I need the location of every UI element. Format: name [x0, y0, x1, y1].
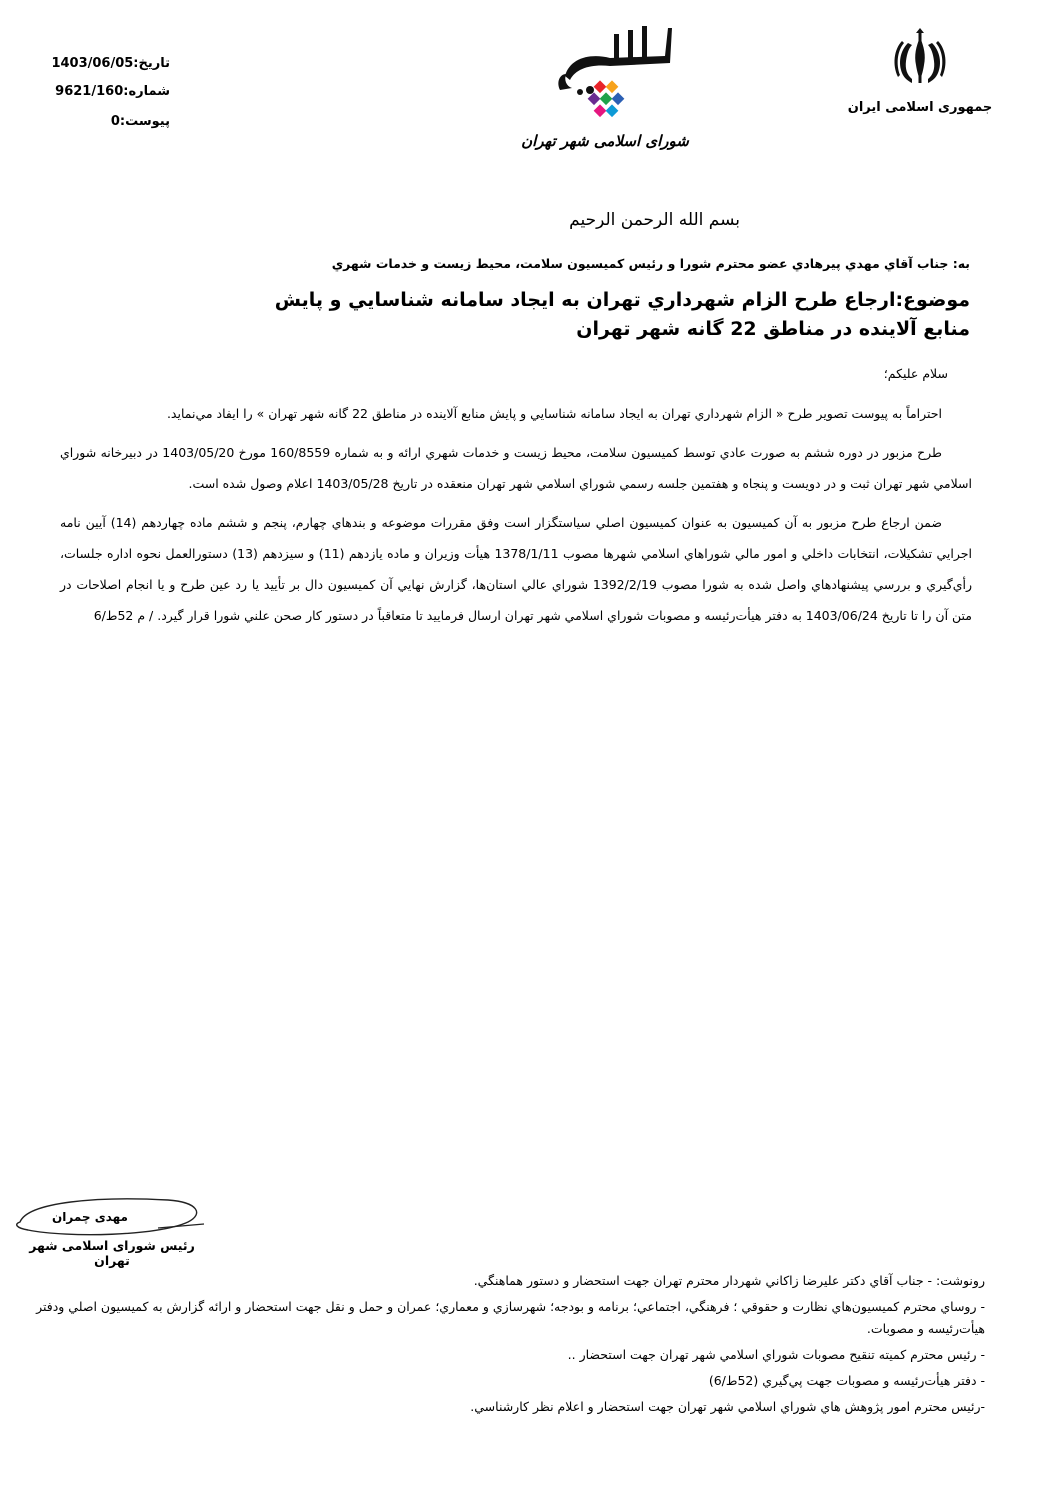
- cc-line: -رئيس محترم امور پژوهش هاي شوراي اسلامي شهر تهران جهت استحضار و اعلام نظر کارشناسي.: [470, 1399, 985, 1414]
- iran-emblem-logo: [847, 25, 993, 125]
- body-paragraph: احتراماً به پيوست تصوير طرح « الزام شهرداري تهران به ايجاد سامانه شناسايي و پايش منابع آلاينده در مناطق 22 گانه شهر تهران » را ايفاد مي‌نمايد.: [166, 406, 942, 421]
- letter-number: شماره:9621/160: [55, 84, 170, 99]
- subject: [70, 286, 970, 344]
- body-paragraph: طرح مزبور در دوره ششم به صورت عادي توسط کميسيون سلامت، محيط زيست و خدمات شهري ارائه و به شماره 160/8559 مورخ 1403/05/20 در دبيرخانه شوراي اسلامي شهر تهران ثبت و در دويست و پنجاه و هفتمين جلسه رسمي شوراي اسلامي شهر تهران منعقده در تاريخ 1403/05/28 اعلام وصول شده است.: [60, 445, 972, 491]
- subject-line-2: منابع آلاينده در مناطق 22 گانه شهر تهران: [576, 318, 970, 340]
- cc-line: رونوشت: - جناب آقاي دکتر عليرضا زاکاني شهردار محترم تهران جهت استحضار و دستور هماهنگي.: [473, 1273, 985, 1288]
- recipient-line: به: جناب آقاي مهدي پيرهادي عضو محترم شورا و رئيس کميسيون سلامت، محيط زيست و خدمات شهري: [331, 256, 970, 271]
- signer-title: رئیس شورای اسلامی شهر تهران: [29, 1238, 195, 1268]
- council-caption: شورای اسلامی شهر تهران: [521, 132, 689, 150]
- city-council-logo: [520, 18, 690, 158]
- letter-attachment: پيوست:0: [110, 114, 170, 129]
- letter-date: تاريخ:1403/06/05: [51, 56, 170, 71]
- cc-block: [5, 1270, 985, 1418]
- emblem-caption: جمهوری اسلامی ایران: [847, 100, 993, 115]
- council-logo-icon: [520, 18, 690, 158]
- emblem-icon: [847, 25, 993, 125]
- cc-line: - دفتر هيأت‌رئيسه و مصوبات جهت پي‌گيري (52ط/6): [708, 1373, 985, 1388]
- greeting: سلام عليکم؛: [883, 366, 948, 381]
- bismillah: بسم الله الرحمن الرحيم: [569, 210, 740, 230]
- cc-line: - رئيس محترم کميته تنقيح مصوبات شوراي اسلامي شهر تهران جهت استحضار ..: [567, 1347, 985, 1362]
- cc-line: - روساي محترم کميسيون‌هاي نظارت و حقوقي ؛ فرهنگي، اجتماعي؛ برنامه و بودجه؛ شهرسازي و معماري؛ عمران و حمل و نقل جهت استحضار و ارائه گزارش به کميسيون اصلي ودفتر هيأت‌رئيسه و مصوبات.: [36, 1299, 985, 1336]
- subject-line-1: موضوع:ارجاع طرح الزام شهرداري تهران به ايجاد سامانه شناسايي و پايش: [274, 289, 970, 311]
- letter-body: [60, 398, 972, 639]
- signature-name: مهدی چمران: [52, 1210, 128, 1224]
- body-paragraph: ضمن ارجاع طرح مزبور به آن کميسيون به عنوان کميسيون اصلي سياستگزار است وفق مقررات موضوعه و بندهاي چهارم، پنجم و ششم ماده چهاردهم (14) آيين نامه اجرايي تشکيلات، انتخابات داخلي و امور مالي شوراهاي اسلامي شهرها مصوب 1378/1/11 هيأت وزيران و ماده يازدهم (11) و سيزدهم (13) دستورالعمل نحوه اداره جلسات، رأي‌گيري و بررسي پيشنهادهاي واصل شده به شورا مصوب 1392/2/19 شوراي عالي استان‌ها، گزارش نهايي آن کميسيون دال بر تأييد يا رد عين طرح و يا انجام اصلاحات در متن آن را تا تاريخ 1403/06/24 به دفتر هيأت‌رئيسه و مصوبات شوراي اسلامي شهر تهران ارسال فرماييد تا متعاقباً در دستور کار صحن علني شورا قرار گيرد. / م 52ط/6: [60, 515, 972, 623]
